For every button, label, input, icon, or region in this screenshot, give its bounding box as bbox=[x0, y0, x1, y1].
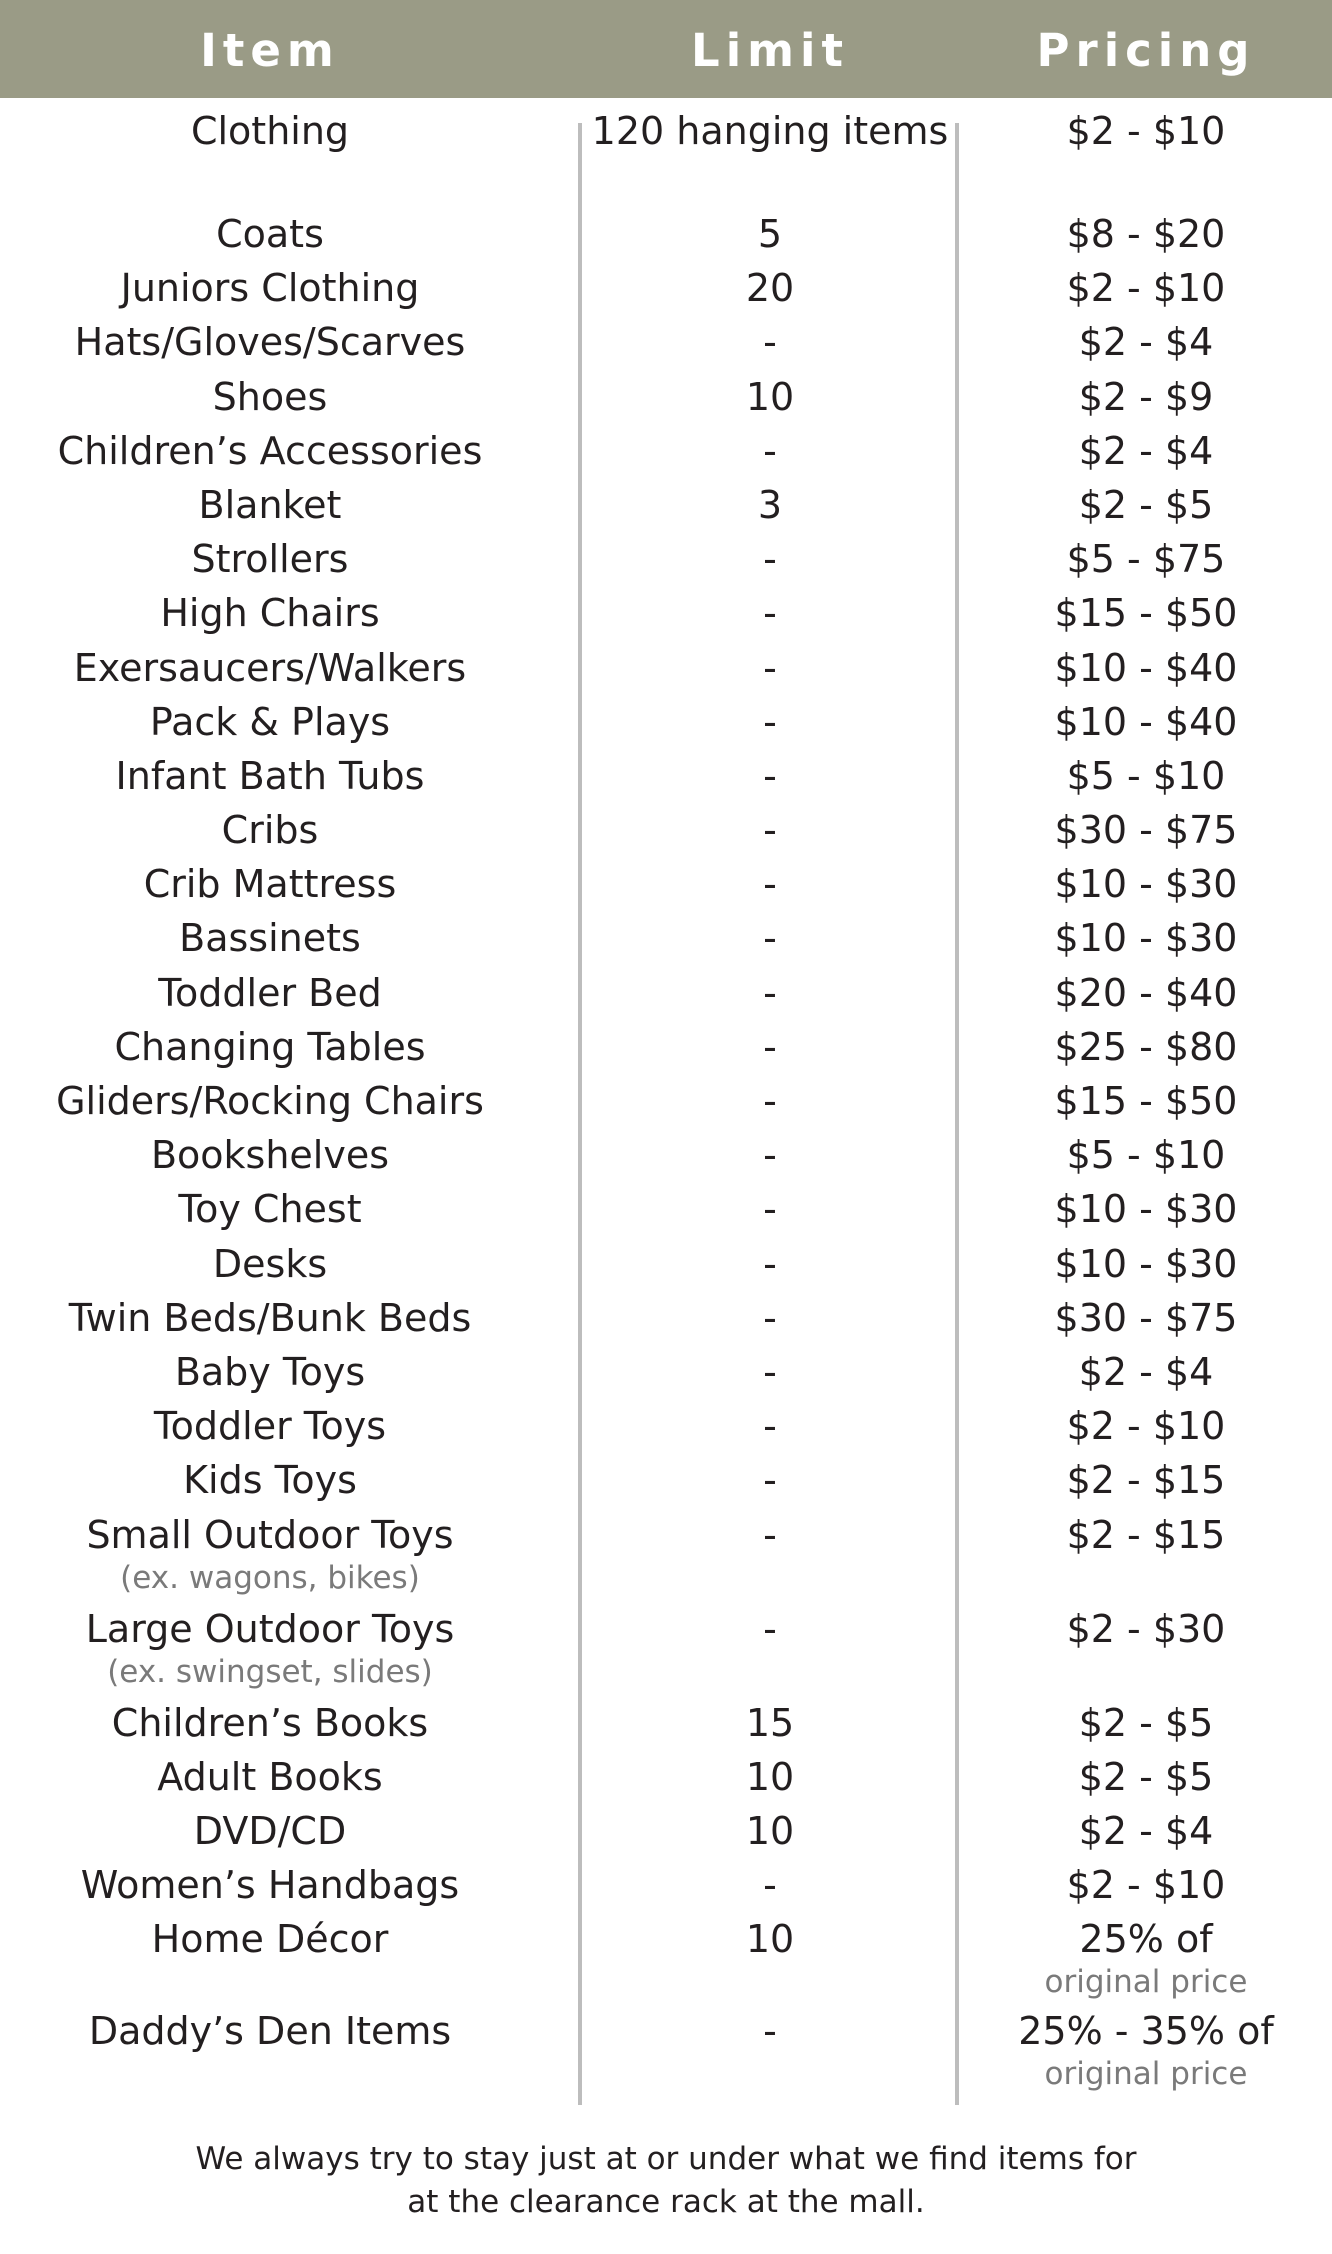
row-item bbox=[0, 1239, 540, 1289]
row-limit: - bbox=[763, 537, 777, 582]
row-limit: - bbox=[763, 645, 777, 690]
row-item bbox=[0, 805, 540, 855]
row-price bbox=[960, 1698, 1332, 1748]
row-price-label: $10 - $40 bbox=[1054, 699, 1238, 744]
row-item-note: (ex. wagons, bikes) bbox=[120, 1559, 420, 1596]
row-limit: - bbox=[763, 1241, 777, 1286]
row-limit: 10 bbox=[745, 1917, 795, 1962]
row-price-label: $5 - $10 bbox=[1066, 753, 1226, 798]
row-item bbox=[0, 697, 540, 747]
table-row bbox=[0, 751, 1332, 805]
row-limit: 120 hanging items bbox=[591, 109, 949, 153]
row-limit: 5 bbox=[757, 212, 783, 256]
row-price-label: $10 - $30 bbox=[1054, 1187, 1238, 1232]
row-price bbox=[960, 1752, 1332, 1802]
row-price bbox=[960, 1347, 1332, 1397]
row-price bbox=[960, 1510, 1332, 1560]
row-price-label: $2 - $4 bbox=[1078, 1808, 1214, 1853]
row-item-label: Women’s Handbags bbox=[80, 1863, 460, 1908]
row-item-label: Changing Tables bbox=[114, 1024, 426, 1069]
row-limit: - bbox=[763, 1024, 777, 1069]
row-price bbox=[960, 317, 1332, 367]
row-item bbox=[0, 859, 540, 909]
table-row bbox=[0, 372, 1332, 426]
row-price bbox=[960, 534, 1332, 584]
row-item bbox=[0, 1184, 540, 1234]
table-row bbox=[0, 643, 1332, 697]
row-price-label: 25% - 35% of bbox=[1018, 2009, 1274, 2054]
row-price bbox=[960, 106, 1332, 156]
row-limit: - bbox=[763, 591, 777, 636]
table-row bbox=[0, 913, 1332, 967]
header-item: Item bbox=[200, 24, 340, 77]
row-price-label: $2 - $10 bbox=[1066, 1863, 1226, 1908]
row-item bbox=[0, 263, 540, 313]
row-price bbox=[960, 1239, 1332, 1289]
row-price bbox=[960, 643, 1332, 693]
row-price-label: $2 - $4 bbox=[1078, 320, 1214, 365]
header-pricing: Pricing bbox=[1036, 24, 1256, 77]
row-item bbox=[0, 317, 540, 367]
table-header bbox=[0, 0, 1332, 98]
row-limit: - bbox=[763, 699, 777, 744]
table-row bbox=[0, 1130, 1332, 1184]
pricing-table-body bbox=[0, 106, 1332, 2098]
row-price-label: $2 - $5 bbox=[1078, 482, 1214, 527]
row-item bbox=[0, 1698, 540, 1748]
row-limit: - bbox=[763, 1512, 777, 1557]
header-limit: Limit bbox=[691, 24, 849, 77]
row-limit: - bbox=[763, 428, 777, 473]
row-price-label: $30 - $75 bbox=[1054, 1295, 1238, 1340]
row-price-label: $2 - $30 bbox=[1066, 1606, 1226, 1651]
row-item bbox=[0, 1076, 540, 1126]
row-item bbox=[0, 1401, 540, 1451]
row-item bbox=[0, 1752, 540, 1802]
row-price-label: $2 - $10 bbox=[1066, 109, 1226, 153]
table-row bbox=[0, 805, 1332, 859]
row-price-label: $10 - $40 bbox=[1054, 645, 1238, 690]
row-item bbox=[0, 1022, 540, 1072]
row-price bbox=[960, 859, 1332, 909]
row-item bbox=[0, 1806, 540, 1856]
row-price bbox=[960, 209, 1332, 259]
table-row bbox=[0, 263, 1332, 317]
row-item-label: Coats bbox=[216, 212, 324, 256]
table-row bbox=[0, 968, 1332, 1022]
table-row bbox=[0, 1604, 1332, 1698]
row-item-label: Clothing bbox=[190, 109, 350, 153]
row-limit: - bbox=[763, 808, 777, 853]
row-price-label: $25 - $80 bbox=[1054, 1024, 1238, 1069]
table-row bbox=[0, 1698, 1332, 1752]
row-price-note: original price bbox=[1044, 1964, 1248, 2001]
row-item bbox=[0, 480, 540, 530]
table-row bbox=[0, 1752, 1332, 1806]
row-price-label: $2 - $15 bbox=[1066, 1512, 1226, 1557]
table-row bbox=[0, 1401, 1332, 1455]
footer-line-2: at the clearance rack at the mall. bbox=[407, 2184, 925, 2220]
row-price-label: $2 - $4 bbox=[1078, 1349, 1214, 1394]
row-item-label: Pack & Plays bbox=[149, 699, 391, 744]
row-price-label: $10 - $30 bbox=[1054, 916, 1238, 961]
table-row bbox=[0, 209, 1332, 263]
row-price bbox=[960, 1806, 1332, 1856]
row-item bbox=[0, 2006, 540, 2056]
row-item-label: Blanket bbox=[198, 482, 342, 527]
row-limit: - bbox=[763, 320, 777, 365]
row-limit: - bbox=[763, 1404, 777, 1449]
row-price-label: $5 - $75 bbox=[1066, 537, 1226, 582]
row-item-label: Daddy’s Den Items bbox=[88, 2009, 452, 2054]
row-price-label: $2 - $9 bbox=[1078, 374, 1214, 419]
row-limit: - bbox=[763, 1133, 777, 1178]
row-item bbox=[0, 643, 540, 693]
table-row bbox=[0, 1076, 1332, 1130]
table-row bbox=[0, 588, 1332, 642]
row-price bbox=[960, 588, 1332, 638]
row-price-label: $2 - $4 bbox=[1078, 428, 1214, 473]
row-price bbox=[960, 2006, 1332, 2092]
row-item bbox=[0, 1510, 540, 1596]
row-item bbox=[0, 1604, 540, 1690]
row-price-label: 25% of bbox=[1079, 1917, 1213, 1962]
row-price-label: $2 - $5 bbox=[1078, 1700, 1214, 1745]
row-price bbox=[960, 1860, 1332, 1910]
row-price-label: $2 - $5 bbox=[1078, 1754, 1214, 1799]
row-limit: - bbox=[763, 1458, 777, 1503]
row-price-label: $2 - $15 bbox=[1066, 1458, 1226, 1503]
row-price bbox=[960, 1604, 1332, 1654]
row-item-note: (ex. swingset, slides) bbox=[107, 1653, 433, 1690]
row-price bbox=[960, 1293, 1332, 1343]
row-item-label: Bassinets bbox=[179, 916, 361, 961]
row-item bbox=[0, 209, 540, 259]
table-row bbox=[0, 1510, 1332, 1604]
row-item bbox=[0, 106, 540, 156]
row-limit: 15 bbox=[745, 1700, 795, 1745]
row-limit: - bbox=[763, 970, 777, 1015]
row-limit: - bbox=[763, 1349, 777, 1394]
row-item-label: High Chairs bbox=[160, 591, 380, 636]
row-limit: - bbox=[763, 862, 777, 907]
table-row bbox=[0, 2006, 1332, 2098]
row-item-label: Desks bbox=[212, 1241, 328, 1286]
row-item bbox=[0, 534, 540, 584]
row-item bbox=[0, 1455, 540, 1505]
row-limit: - bbox=[763, 2009, 777, 2054]
row-item-label: Small Outdoor Toys bbox=[86, 1512, 454, 1557]
row-price-label: $15 - $50 bbox=[1054, 591, 1238, 636]
row-limit: 20 bbox=[745, 266, 795, 311]
table-row bbox=[0, 859, 1332, 913]
row-price bbox=[960, 1130, 1332, 1180]
row-price-note: original price bbox=[1044, 2056, 1248, 2093]
row-price bbox=[960, 372, 1332, 422]
row-limit: 10 bbox=[745, 374, 795, 419]
table-row bbox=[0, 480, 1332, 534]
row-price bbox=[960, 913, 1332, 963]
table-row bbox=[0, 1022, 1332, 1076]
row-price-label: $10 - $30 bbox=[1054, 1241, 1238, 1286]
footer-note bbox=[0, 2138, 1332, 2224]
row-item-label: Gliders/Rocking Chairs bbox=[56, 1079, 484, 1123]
table-row bbox=[0, 1184, 1332, 1238]
row-price-label: $30 - $75 bbox=[1054, 808, 1238, 853]
row-price bbox=[960, 1184, 1332, 1234]
row-price-label: $2 - $10 bbox=[1066, 1404, 1226, 1449]
row-limit: 10 bbox=[745, 1754, 795, 1799]
row-price bbox=[960, 1022, 1332, 1072]
row-item bbox=[0, 1347, 540, 1397]
row-item-label: Juniors Clothing bbox=[120, 266, 420, 311]
table-row bbox=[0, 317, 1332, 371]
row-price bbox=[960, 968, 1332, 1018]
table-row bbox=[0, 1806, 1332, 1860]
row-price-label: $5 - $10 bbox=[1066, 1133, 1226, 1178]
row-item-label: Exersaucers/Walkers bbox=[73, 645, 467, 690]
footer-line-1: We always try to stay just at or under what we find items for bbox=[195, 2141, 1137, 2177]
row-item bbox=[0, 1860, 540, 1910]
row-item-label: Strollers bbox=[191, 537, 349, 582]
table-row bbox=[0, 697, 1332, 751]
table-row bbox=[0, 426, 1332, 480]
row-item-label: Hats/Gloves/Scarves bbox=[74, 320, 466, 365]
row-limit: - bbox=[763, 1079, 777, 1123]
row-item bbox=[0, 913, 540, 963]
row-price-label: $2 - $10 bbox=[1066, 266, 1226, 311]
row-price bbox=[960, 1914, 1332, 2000]
row-price-label: $8 - $20 bbox=[1066, 212, 1226, 256]
row-item-label: Crib Mattress bbox=[143, 862, 397, 907]
row-item bbox=[0, 1914, 540, 1964]
row-price-label: $15 - $50 bbox=[1054, 1079, 1238, 1123]
row-price-label: $10 - $30 bbox=[1054, 862, 1238, 907]
row-price-label: $20 - $40 bbox=[1054, 970, 1238, 1015]
table-row bbox=[0, 1914, 1332, 2006]
table-row bbox=[0, 1860, 1332, 1914]
row-item-label: Shoes bbox=[212, 374, 328, 419]
row-price bbox=[960, 1455, 1332, 1505]
row-item-label: DVD/CD bbox=[193, 1808, 347, 1853]
row-item bbox=[0, 751, 540, 801]
row-item-label: Toddler Bed bbox=[158, 970, 382, 1015]
row-limit: 3 bbox=[757, 482, 783, 527]
row-limit: - bbox=[763, 1295, 777, 1340]
row-item bbox=[0, 1130, 540, 1180]
row-item-label: Baby Toys bbox=[174, 1349, 366, 1394]
table-row bbox=[0, 1347, 1332, 1401]
table-row bbox=[0, 1293, 1332, 1347]
row-price bbox=[960, 263, 1332, 313]
row-item-label: Kids Toys bbox=[183, 1458, 357, 1503]
row-price bbox=[960, 751, 1332, 801]
row-price bbox=[960, 697, 1332, 747]
row-price bbox=[960, 1076, 1332, 1126]
row-item-label: Infant Bath Tubs bbox=[115, 753, 425, 798]
row-item-label: Adult Books bbox=[157, 1754, 383, 1799]
row-item-label: Bookshelves bbox=[150, 1133, 390, 1178]
row-item-label: Large Outdoor Toys bbox=[85, 1606, 455, 1651]
row-limit: - bbox=[763, 916, 777, 961]
row-item-label: Children’s Accessories bbox=[57, 428, 483, 473]
row-price bbox=[960, 805, 1332, 855]
row-item-label: Toddler Toys bbox=[153, 1404, 387, 1449]
row-item bbox=[0, 588, 540, 638]
row-item-label: Home Décor bbox=[151, 1917, 389, 1962]
row-item bbox=[0, 1293, 540, 1343]
row-item bbox=[0, 426, 540, 476]
row-item-label: Cribs bbox=[221, 808, 319, 853]
row-item bbox=[0, 968, 540, 1018]
row-limit: - bbox=[763, 1187, 777, 1232]
table-row bbox=[0, 534, 1332, 588]
table-row bbox=[0, 1239, 1332, 1293]
row-item-label: Twin Beds/Bunk Beds bbox=[68, 1295, 472, 1340]
row-price bbox=[960, 480, 1332, 530]
row-limit: - bbox=[763, 753, 777, 798]
table-row bbox=[0, 1455, 1332, 1509]
row-limit: - bbox=[763, 1863, 777, 1908]
row-item-label: Toy Chest bbox=[178, 1187, 362, 1232]
row-limit: - bbox=[763, 1606, 777, 1651]
row-item bbox=[0, 372, 540, 422]
row-price bbox=[960, 1401, 1332, 1451]
row-limit: 10 bbox=[745, 1808, 795, 1853]
table-row bbox=[0, 106, 1332, 209]
row-price bbox=[960, 426, 1332, 476]
row-item-label: Children’s Books bbox=[111, 1700, 429, 1745]
